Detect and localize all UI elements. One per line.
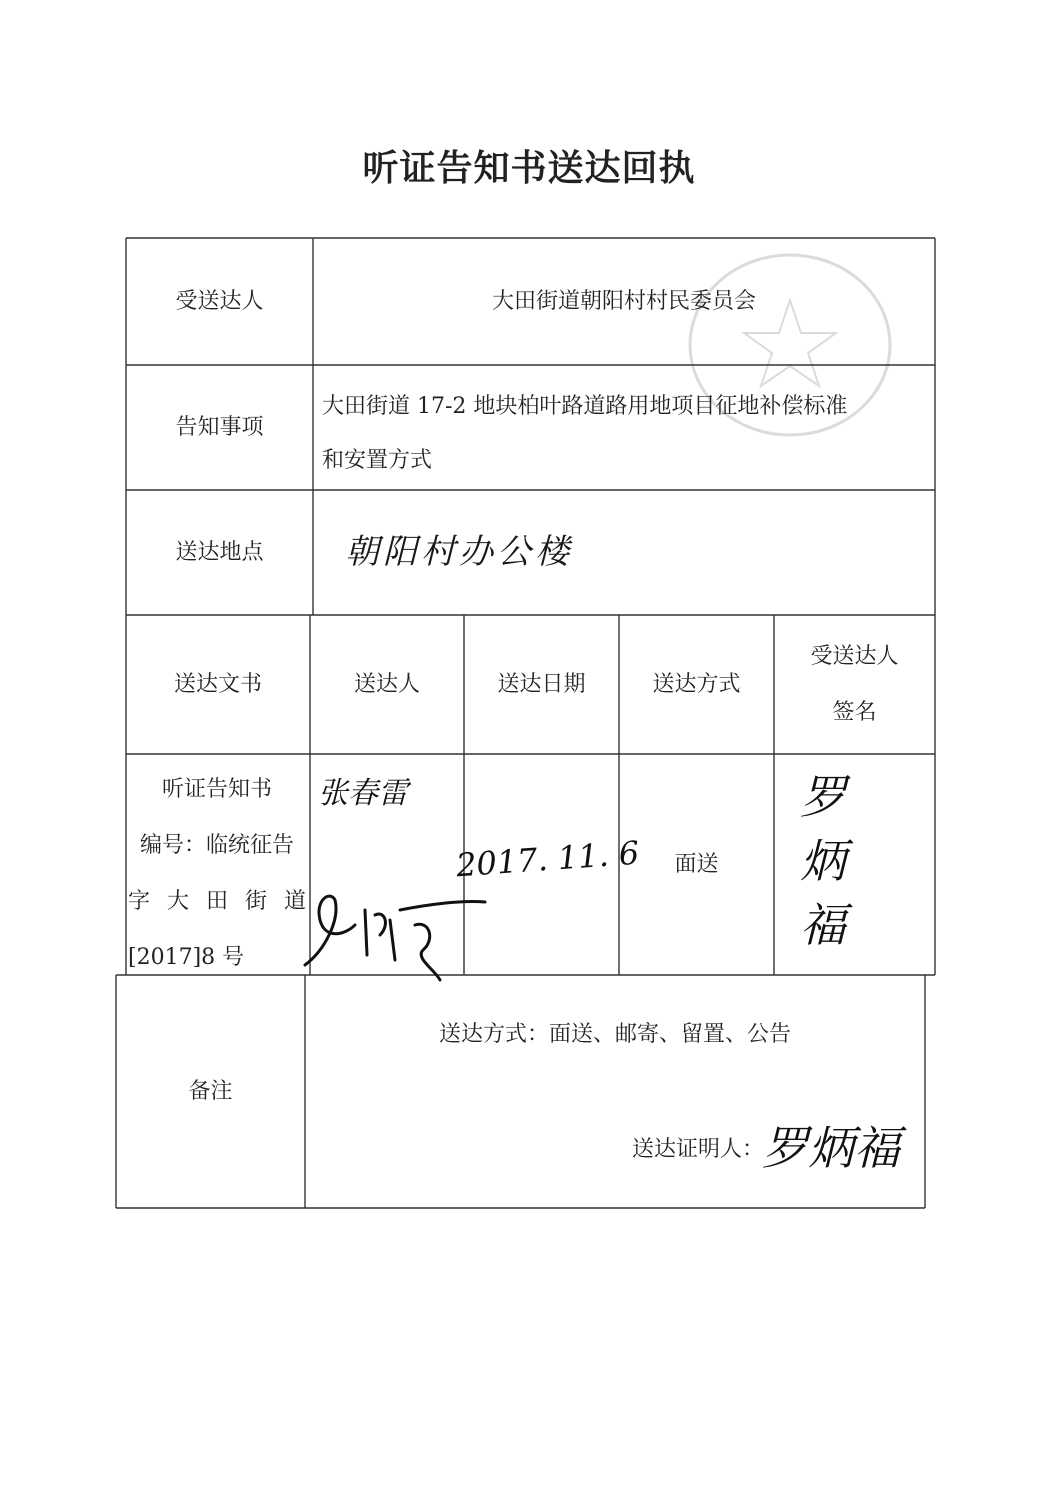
place-handwritten: 朝阳村办公楼 — [345, 532, 573, 573]
header-signature-line2: 签名 — [832, 699, 877, 725]
witness-signature: 罗炳福 — [762, 1121, 900, 1175]
doc-line3: 字 大 田 街 道 — [128, 889, 306, 914]
deliverer-signature-2 — [295, 880, 495, 990]
remarks-methods: 送达方式：面送、邮寄、留置、公告 — [438, 1022, 791, 1048]
matter-value-line2: 和安置方式 — [322, 448, 433, 473]
doc-line2: 编号：临统征告 — [139, 833, 294, 858]
recipient-value: 大田街道朝阳村村民委员会 — [491, 288, 756, 314]
doc-line1: 听证告知书 — [161, 777, 272, 802]
document-title: 听证告知书送达回执 — [362, 147, 696, 189]
matter-label: 告知事项 — [175, 414, 264, 440]
header-document: 送达文书 — [173, 671, 262, 697]
header-deliverer: 送达人 — [353, 671, 420, 697]
recipient-label: 受送达人 — [175, 288, 264, 314]
remarks-label: 备注 — [188, 1078, 233, 1104]
method-value: 面送 — [674, 851, 719, 877]
recipient-signature: 罗炳福 — [800, 770, 846, 952]
header-date: 送达日期 — [497, 671, 586, 697]
place-label: 送达地点 — [175, 539, 264, 565]
date-handwritten: 2017. 11. 6 — [454, 833, 641, 885]
header-signature-line1: 受送达人 — [810, 643, 899, 669]
deliverer-signature-1: 张春雷 — [318, 776, 408, 811]
header-method: 送达方式 — [652, 671, 741, 697]
doc-line4: [2017]8 号 — [128, 945, 245, 970]
document-number-cell — [128, 762, 306, 986]
matter-value-line1: 大田街道 17-2 地块柏叶路道路用地项目征地补偿标准 — [322, 394, 848, 419]
witness-label: 送达证明人： — [632, 1137, 765, 1162]
header-signature — [774, 615, 935, 754]
matter-value — [322, 380, 927, 488]
